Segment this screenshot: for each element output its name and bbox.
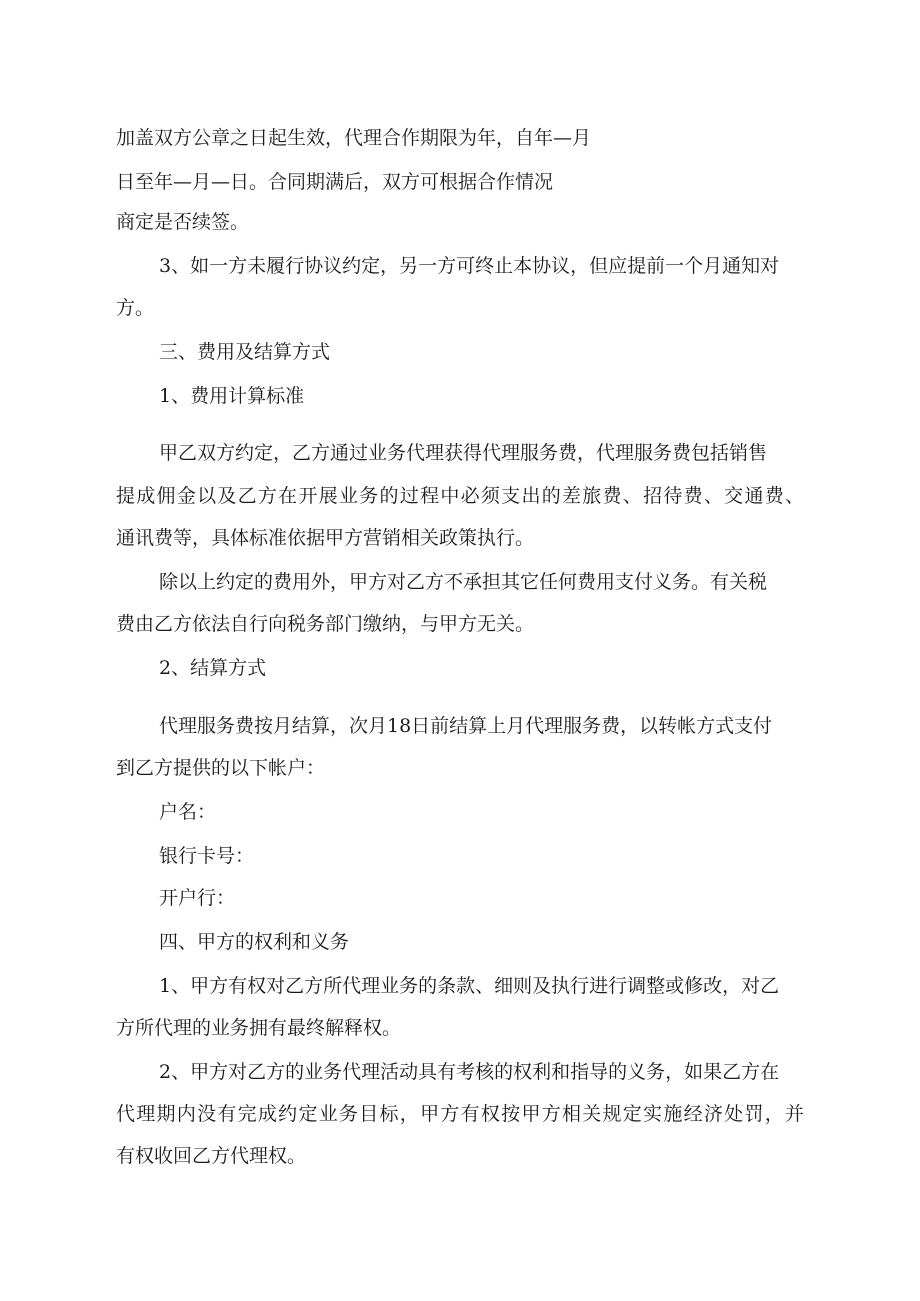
text-line: 费由乙方依法自行向税务部门缴纳，与甲方无关。 — [116, 613, 535, 635]
account-name-field: 户名： — [159, 801, 217, 823]
section-heading: 三、费用及结算方式 — [159, 341, 331, 363]
text-line: 日至年—月—日。合同期满后，双方可根据合作情况 — [116, 171, 554, 193]
text-line: 商定是否续签。 — [116, 211, 250, 233]
text-line: 3、如一方未履行协议约定，另一方可终止本协议，但应提前一个月通知对 — [159, 255, 780, 277]
bank-card-field: 银行卡号： — [159, 845, 255, 867]
text-line: 除以上约定的费用外，甲方对乙方不承担其它任何费用支付义务。有关税 — [159, 571, 768, 593]
bank-branch-field: 开户行： — [159, 887, 236, 909]
text-line: 方。 — [116, 297, 155, 319]
text-line: 1、甲方有权对乙方所代理业务的条款、细则及执行进行调整或修改，对乙 — [159, 975, 780, 997]
text-line: 代理服务费按月结算，次月18日前结算上月代理服务费，以转帐方式支付 — [159, 715, 773, 737]
text-line: 到乙方提供的以下帐户： — [116, 757, 326, 779]
text-line: 代理期内没有完成约定业务目标，甲方有权按甲方相关规定实施经济处罚，并 — [116, 1103, 804, 1125]
section-heading: 四、甲方的权利和义务 — [159, 931, 350, 953]
text-line: 有权收回乙方代理权。 — [116, 1145, 307, 1167]
text-line: 通讯费等，具体标准依据甲方营销相关政策执行。 — [116, 527, 535, 549]
text-line: 方所代理的业务拥有最终解释权。 — [116, 1017, 402, 1039]
text-line: 甲乙双方约定，乙方通过业务代理获得代理服务费，代理服务费包括销售 — [159, 442, 768, 464]
text-line: 加盖双方公章之日起生效，代理合作期限为年，自年—月 — [116, 127, 592, 149]
subsection-heading: 1、费用计算标准 — [159, 385, 305, 407]
subsection-heading: 2、结算方式 — [159, 657, 267, 679]
text-line: 2、甲方对乙方的业务代理活动具有考核的权利和指导的义务，如果乙方在 — [159, 1061, 780, 1083]
text-line: 提成佣金以及乙方在开展业务的过程中必须支出的差旅费、招待费、交通费、 — [116, 485, 804, 507]
